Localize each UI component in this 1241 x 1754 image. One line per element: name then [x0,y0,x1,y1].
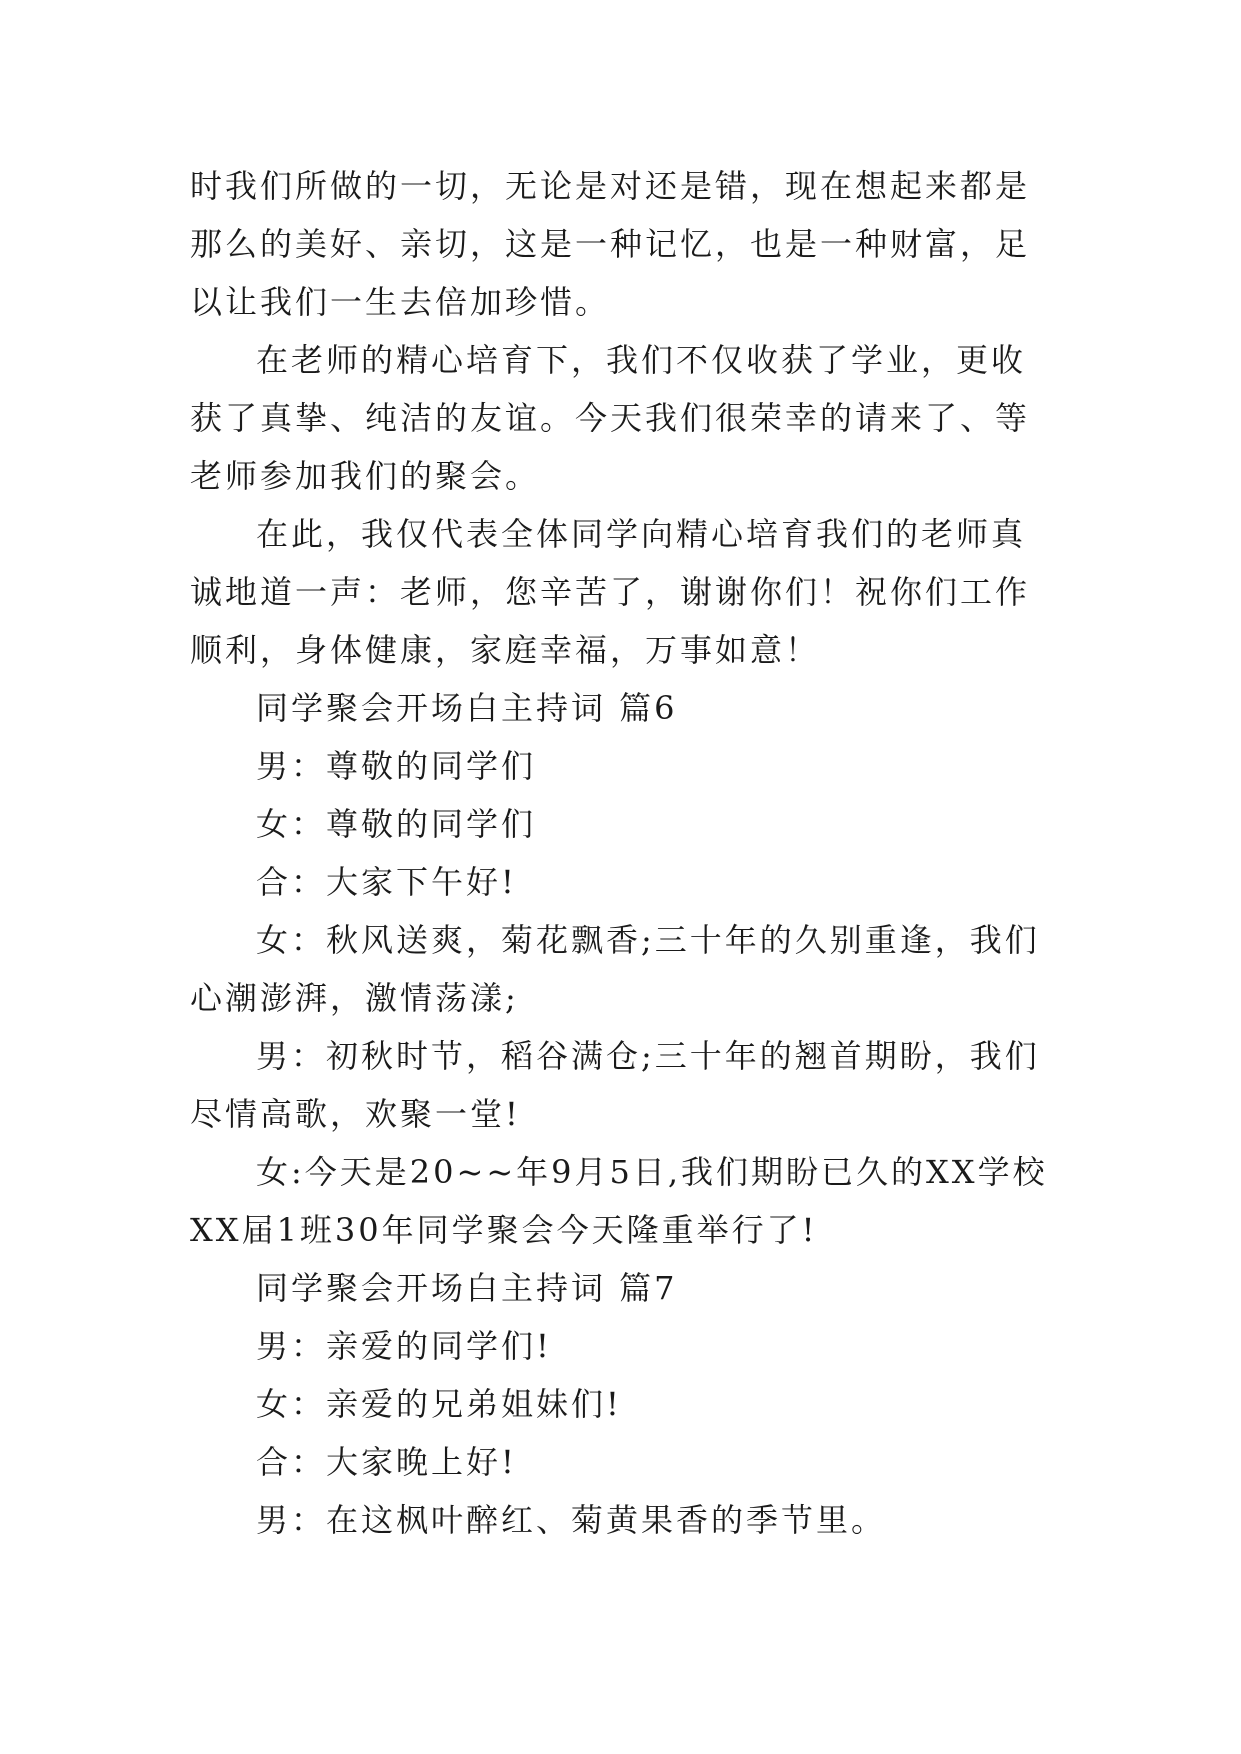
section-heading: 同学聚会开场白主持词 篇7 [256,1269,678,1307]
dialogue-line: 合：大家下午好! [256,863,517,901]
paragraph: 在此，我仅代表全体同学向精心培育我们的老师真诚地道一声：老师，您辛苦了，谢谢你们！祝你们工作顺利，身体健康，家庭幸福，万事如意！ [190,515,1031,669]
dialogue-line: 女：秋风送爽，菊花飘香;三十年的久别重逢，我们心潮澎湃，激情荡漾; [190,921,1040,1017]
dialogue-line: 男：在这枫叶醉红、菊黄果香的季节里。 [256,1501,887,1539]
dialogue-line: 男：亲爱的同学们! [256,1327,552,1365]
dialogue-line: 男：尊敬的同学们 [256,747,537,785]
paragraph: 在老师的精心培育下，我们不仅收获了学业，更收获了真挚、纯洁的友谊。今天我们很荣幸的请来了、等老师参加我们的聚会。 [190,341,1031,495]
dialogue-line: 男：初秋时节，稻谷满仓;三十年的翘首期盼，我们尽情高歌，欢聚一堂! [190,1037,1040,1133]
document-body [190,157,1060,1549]
dialogue-line: 女：亲爱的兄弟姐妹们! [256,1385,622,1423]
dialogue-line: 女：尊敬的同学们 [256,805,537,843]
dialogue-line: 女:今天是20~~年9月5日,我们期盼已久的XX学校XX届1班30年同学聚会今天隆重举行了! [190,1153,1048,1249]
section-heading: 同学聚会开场白主持词 篇6 [256,689,678,727]
dialogue-line: 合：大家晚上好! [256,1443,517,1481]
paragraph: 时我们所做的一切，无论是对还是错，现在想起来都是那么的美好、亲切，这是一种记忆，也是一种财富，足以让我们一生去倍加珍惜。 [190,167,1031,321]
